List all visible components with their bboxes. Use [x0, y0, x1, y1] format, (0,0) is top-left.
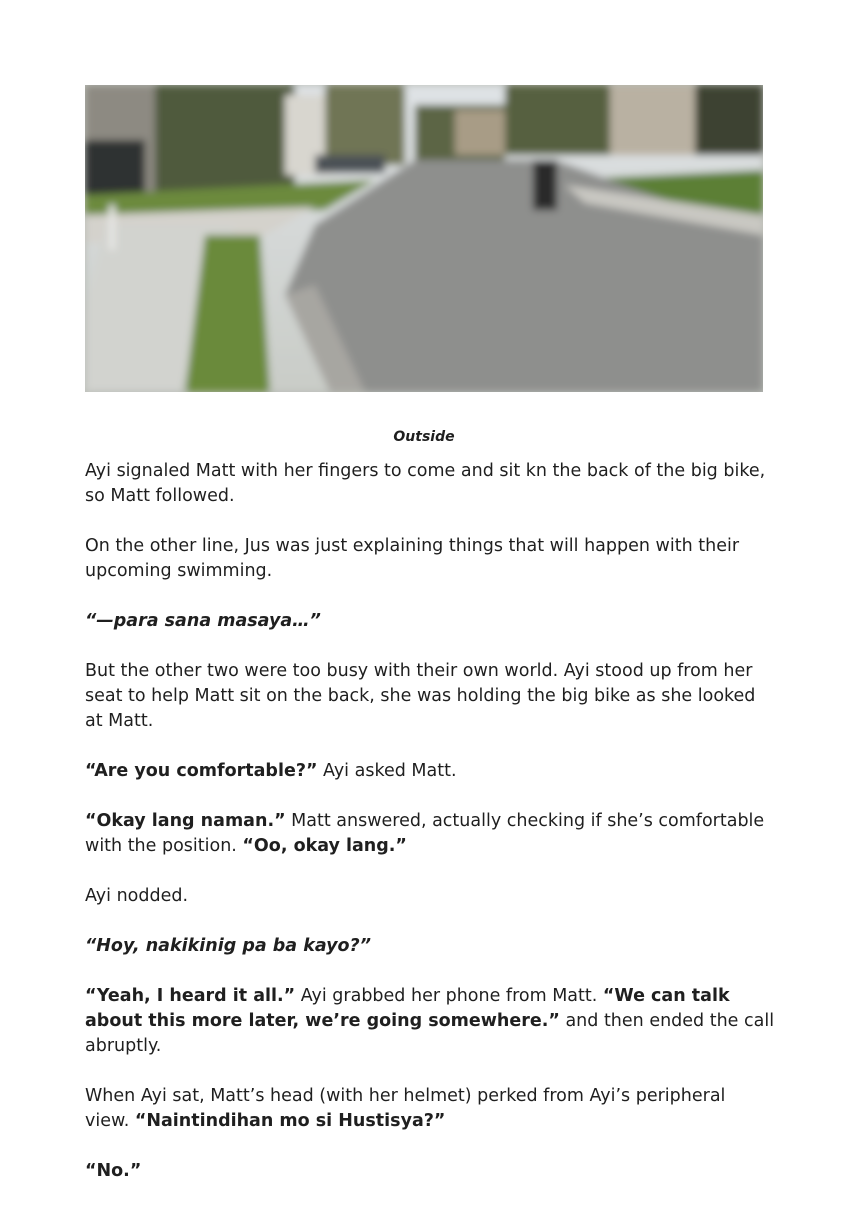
narration-text: and then ended the call abruptly. [85, 1011, 775, 1056]
dialogue-text: “Naintindihan mo si Hustisya?” [134, 1111, 446, 1131]
story-paragraph [85, 809, 775, 859]
dialogue-text: “Are you comfortable?” [85, 761, 318, 781]
story-paragraph [85, 1084, 775, 1134]
narration-text: On the other line, Jus was just explaining things that will happen with their upcoming swimming. [85, 536, 740, 581]
dialogue-text: “—para sana masaya…” [85, 611, 321, 631]
narration-text: When Ayi sat, Matt’s head (with her helmet) perked from Ayi’s peripheral view. [85, 1086, 726, 1131]
dialogue-text: “We can talk about this more later, we’re going somewhere.” [85, 986, 730, 1031]
narration-text: But the other two were too busy with their own world. Ayi stood up from her seat to help Matt sit on the back, she was holding the big bike as she looked at Matt. [85, 661, 756, 731]
narration-text: Matt answered, actually checking if she’s comfortable with the position. [85, 811, 765, 856]
narration-text: Ayi grabbed her phone from Matt. [295, 986, 603, 1006]
dialogue-text: “Okay lang naman.” [85, 811, 286, 831]
story-paragraph [85, 459, 775, 509]
narration-text: Ayi asked Matt. [317, 761, 457, 781]
narration-text: Ayi signaled Matt with her fingers to come and sit kn the back of the big bike, so Matt followed. [85, 461, 766, 506]
story-text [85, 459, 775, 1209]
street-photo [85, 85, 763, 392]
story-paragraph [85, 609, 775, 634]
image-caption: Outside [393, 429, 455, 445]
dialogue-text: “Oo, okay lang.” [242, 836, 407, 856]
dialogue-text: “No.” [85, 1161, 142, 1181]
story-paragraph [85, 1159, 775, 1184]
story-paragraph [85, 759, 775, 784]
dialogue-text: “Hoy, nakikinig pa ba kayo?” [85, 936, 371, 956]
dialogue-text: “Yeah, I heard it all.” [85, 986, 296, 1006]
narration-text: Ayi nodded. [85, 886, 189, 906]
story-paragraph [85, 659, 775, 734]
story-paragraph [85, 934, 775, 959]
story-paragraph [85, 534, 775, 584]
story-paragraph [85, 984, 775, 1059]
story-paragraph [85, 884, 775, 909]
